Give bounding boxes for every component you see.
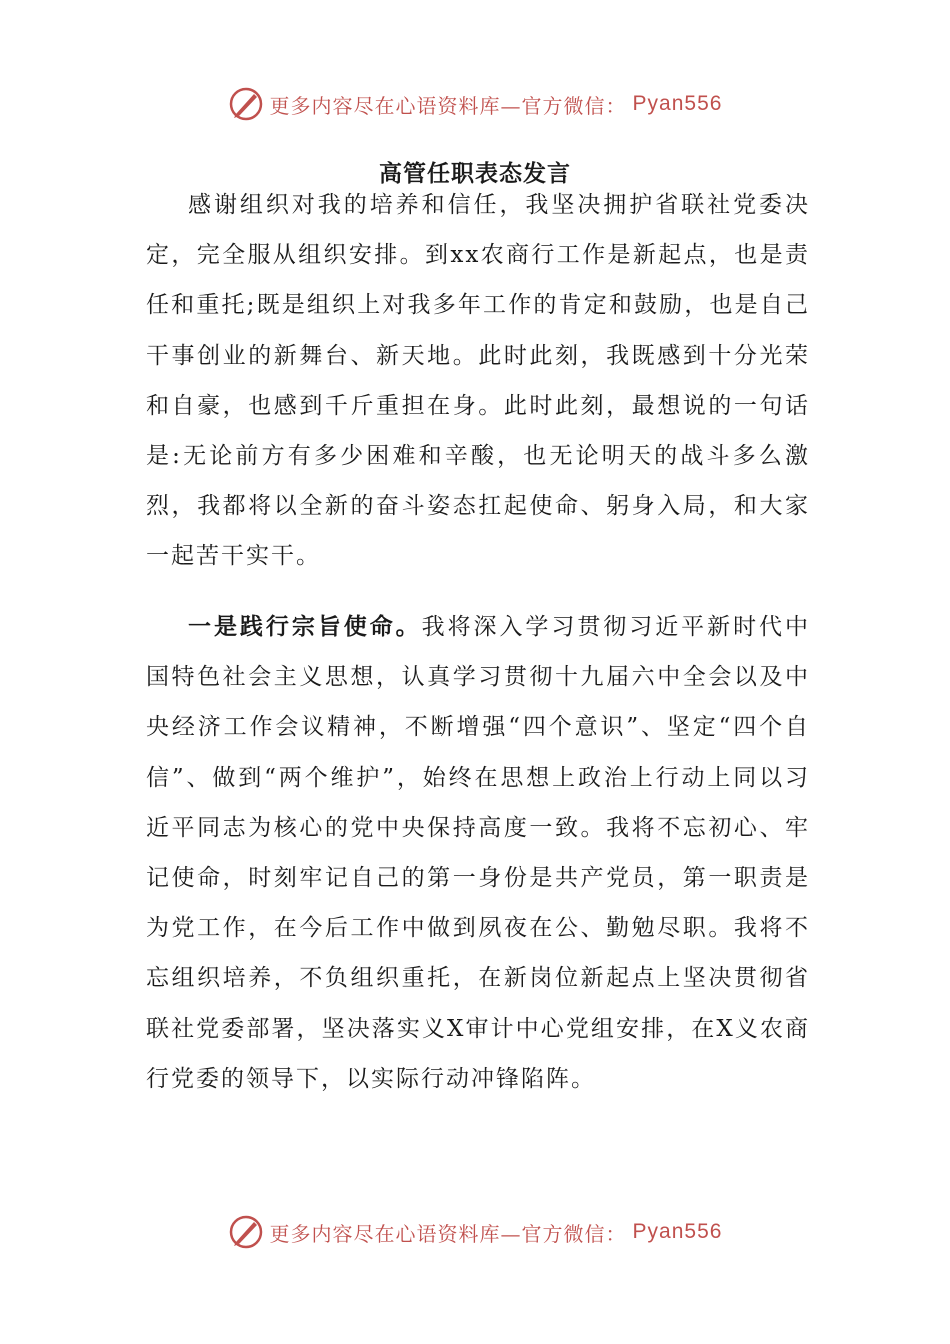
paragraph-point-one xyxy=(146,602,810,1104)
paragraph-intro xyxy=(146,180,810,582)
quill-logo-icon xyxy=(228,1214,264,1250)
watermark-wechat-id: Pyan556 xyxy=(632,1220,723,1243)
paragraph-body: 我将深入学习贯彻习近平新时代中国特色社会主义思想，认真学习贯彻十九届六中全会以及中央经济工作会议精神，不断增强“四个意识”、坚定“四个自信”、做到“两个维护”，始终在思想上政治上行动上同以习近平同志为核心的党中央保持高度一致。我将不忘初心、牢记使命，时刻牢记自己的第一身份是共产党员，第一职责是为党工作，在今后工作中做到夙夜在公、勤勉尽职。我将不忘组织培养，不负组织重托，在新岗位新起点上坚决贯彻省联社党委部署，坚决落实义X审计中心党组安排，在X义农商行党委的领导下，以实际行动冲锋陷阵。 xyxy=(146,614,811,1092)
watermark-wechat-id: Pyan556 xyxy=(632,92,723,115)
paragraph-body: 感谢组织对我的培养和信任，我坚决拥护省联社党委决定，完全服从组织安排。到xx农商行工作是新起点，也是责任和重托;既是组织上对我多年工作的肯定和鼓励，也是自己干事创业的新舞台、新天地。此时此刻，我既感到十分光荣和自豪，也感到千斤重担在身。此时此刻，最想说的一句话是:无论前方有多少困难和辛酸，也无论明天的战斗多么激烈，我都将以全新的奋斗姿态扛起使命、躬身入局，和大家一起苦干实干。 xyxy=(146,192,810,570)
watermark-text: 更多内容尽在心语资料库—官方微信： xyxy=(269,93,627,118)
paragraph-lead: 一是践行宗旨使命。 xyxy=(188,613,422,640)
header-watermark xyxy=(0,84,950,124)
document-title: 高管任职表态发言 xyxy=(379,160,571,187)
footer-watermark xyxy=(0,1212,950,1252)
watermark-text: 更多内容尽在心语资料库—官方微信： xyxy=(269,1221,627,1246)
quill-logo-icon xyxy=(228,86,264,122)
